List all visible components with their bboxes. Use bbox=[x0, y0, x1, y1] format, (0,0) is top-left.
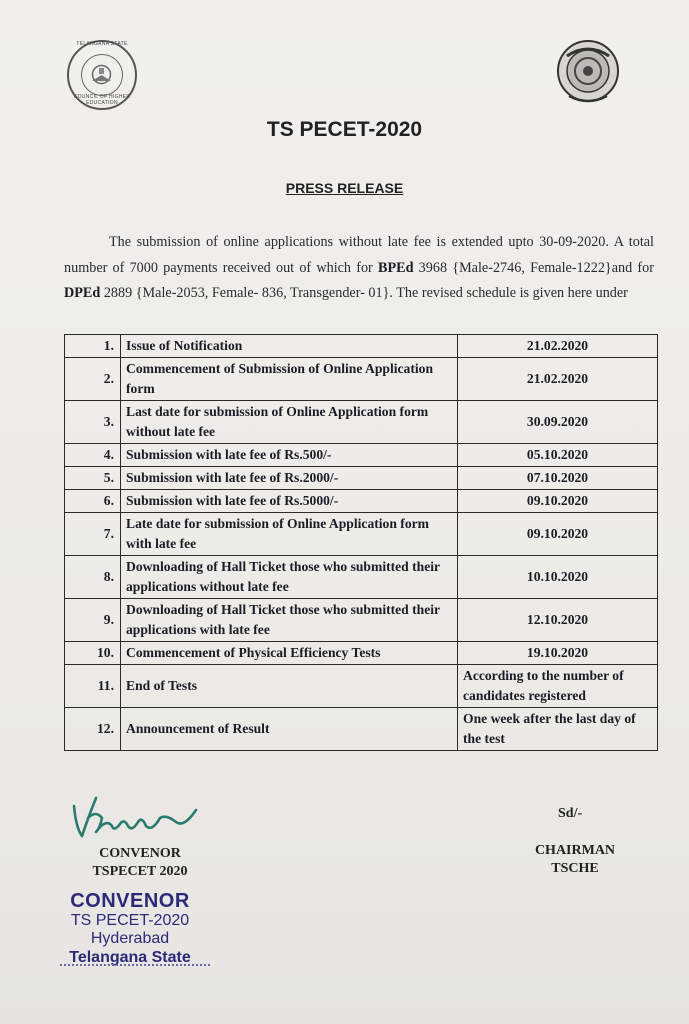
row-event: Last date for submission of Online Application form without late fee bbox=[121, 401, 458, 444]
row-date: 21.02.2020 bbox=[458, 358, 658, 401]
row-number: 4. bbox=[65, 444, 121, 467]
table-row bbox=[65, 467, 658, 490]
table-row bbox=[65, 490, 658, 513]
table-row bbox=[65, 642, 658, 665]
press-release-heading: PRESS RELEASE bbox=[285, 180, 404, 196]
stamp-dotted-line bbox=[60, 964, 210, 966]
row-event: Commencement of Physical Efficiency Tests bbox=[121, 642, 458, 665]
bped-label: BPEd bbox=[377, 259, 414, 276]
row-date: 05.10.2020 bbox=[458, 444, 658, 467]
paragraph-part-1: The submission of online applications without late fee is extended upto 30-09-2020. A total number of 7000 payments received out of which for bbox=[64, 234, 654, 276]
row-date: One week after the last day of the test bbox=[458, 708, 658, 751]
row-number: 2. bbox=[65, 358, 121, 401]
row-event: Late date for submission of Online Application form with late fee bbox=[121, 513, 458, 556]
table-row bbox=[65, 401, 658, 444]
chairman-designation bbox=[520, 842, 630, 878]
row-number: 7. bbox=[65, 513, 121, 556]
row-event: Submission with late fee of Rs.2000/- bbox=[121, 467, 458, 490]
stamp-line-1: CONVENOR bbox=[70, 890, 190, 912]
table-row bbox=[65, 358, 658, 401]
tsche-logo bbox=[67, 40, 137, 110]
row-date: 09.10.2020 bbox=[458, 513, 658, 556]
row-number: 1. bbox=[65, 335, 121, 358]
paragraph-part-3: 2889 {Male-2053, Female- 836, Transgender- 01}. The revised schedule is given here under bbox=[100, 285, 628, 301]
row-event: Downloading of Hall Ticket those who submitted their applications with late fee bbox=[121, 599, 458, 642]
stamp-line-3: Hyderabad bbox=[90, 930, 170, 947]
chairman-org: TSCHE bbox=[551, 861, 599, 876]
row-number: 9. bbox=[65, 599, 121, 642]
convenor-stamp bbox=[40, 890, 220, 967]
row-event: Submission with late fee of Rs.500/- bbox=[121, 444, 458, 467]
schedule-table bbox=[64, 334, 658, 751]
logo-emblem bbox=[81, 54, 123, 96]
table-row bbox=[65, 335, 658, 358]
row-event: Issue of Notification bbox=[121, 335, 458, 358]
row-date: 07.10.2020 bbox=[458, 467, 658, 490]
row-event: Commencement of Submission of Online Application form bbox=[121, 358, 458, 401]
convenor-signature bbox=[66, 788, 206, 848]
row-event: Announcement of Result bbox=[121, 708, 458, 751]
table-row bbox=[65, 708, 658, 751]
table-row bbox=[65, 556, 658, 599]
table-row bbox=[65, 599, 658, 642]
dped-label: DPEd bbox=[64, 285, 101, 301]
university-emblem bbox=[553, 38, 623, 108]
table-row bbox=[65, 513, 658, 556]
row-event: End of Tests bbox=[121, 665, 458, 708]
logo-bottom-text: COUNCIL OF HIGHER EDUCATION bbox=[73, 94, 131, 106]
signed-mark: Sd/- bbox=[558, 806, 583, 821]
row-number: 6. bbox=[65, 490, 121, 513]
row-number: 3. bbox=[65, 401, 121, 444]
row-date: 10.10.2020 bbox=[458, 556, 658, 599]
press-release-paragraph bbox=[64, 230, 654, 307]
convenor-org: TSPECET 2020 bbox=[92, 864, 188, 879]
stamp-line-4: Telangana State bbox=[69, 949, 191, 966]
row-date: According to the number of candidates registered bbox=[458, 665, 658, 708]
chairman-title: CHAIRMAN bbox=[534, 843, 616, 858]
logo-top-text: TELANGANA STATE bbox=[76, 41, 128, 47]
row-number: 10. bbox=[65, 642, 121, 665]
page-title: TS PECET-2020 bbox=[266, 118, 423, 141]
row-date: 12.10.2020 bbox=[458, 599, 658, 642]
row-date: 21.02.2020 bbox=[458, 335, 658, 358]
row-date: 30.09.2020 bbox=[458, 401, 658, 444]
stamp-line-2: TS PECET-2020 bbox=[70, 912, 190, 929]
row-event: Submission with late fee of Rs.5000/- bbox=[121, 490, 458, 513]
row-number: 11. bbox=[65, 665, 121, 708]
row-number: 12. bbox=[65, 708, 121, 751]
table-row bbox=[65, 665, 658, 708]
table-row bbox=[65, 444, 658, 467]
convenor-title: CONVENOR bbox=[99, 846, 181, 861]
row-date: 09.10.2020 bbox=[458, 490, 658, 513]
convenor-designation bbox=[60, 845, 220, 881]
row-number: 8. bbox=[65, 556, 121, 599]
row-date: 19.10.2020 bbox=[458, 642, 658, 665]
row-number: 5. bbox=[65, 467, 121, 490]
row-event: Downloading of Hall Ticket those who submitted their applications without late fee bbox=[121, 556, 458, 599]
paragraph-part-2: 3968 {Male-2746, Female-1222}and for bbox=[413, 259, 654, 276]
